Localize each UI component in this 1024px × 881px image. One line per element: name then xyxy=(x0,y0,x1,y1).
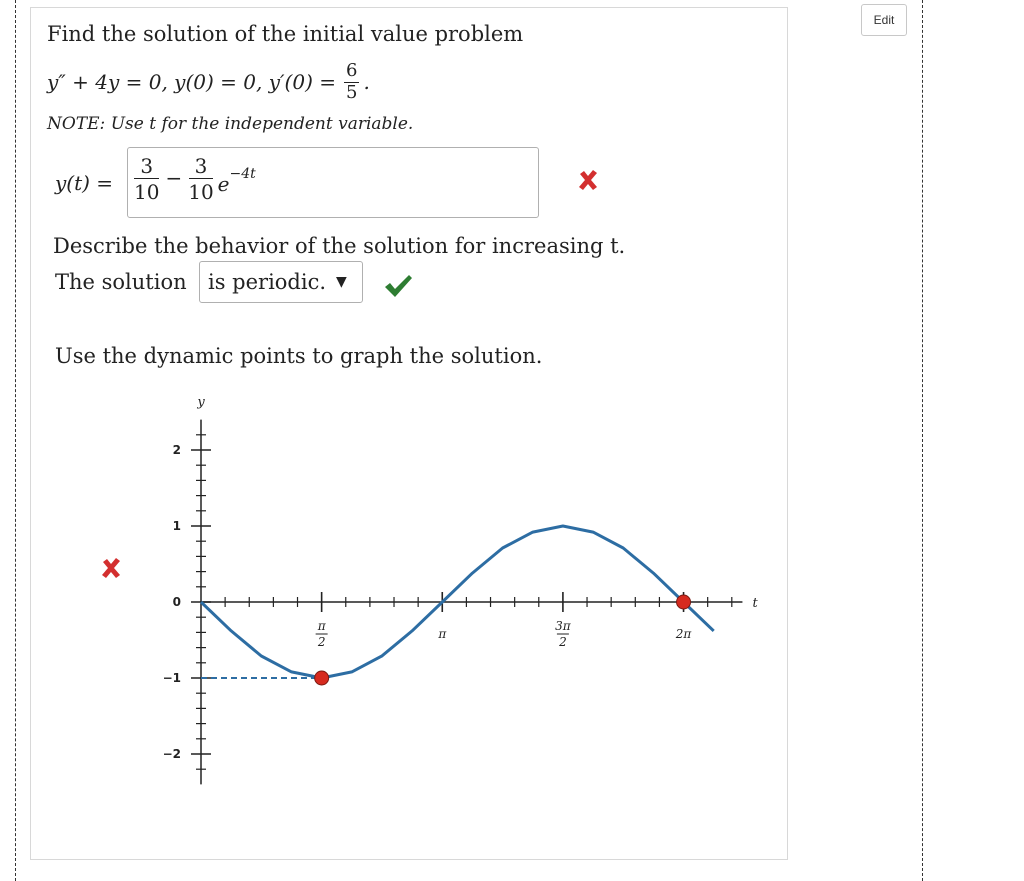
left-dashed-border xyxy=(15,0,16,881)
correct-icon xyxy=(383,273,413,303)
dynamic-point[interactable] xyxy=(677,595,691,609)
x-tick-label-den: 2 xyxy=(559,635,567,649)
x-tick-label: 2π xyxy=(675,627,692,641)
x-tick-label-num: 3π xyxy=(555,619,571,633)
term1-numerator: 3 xyxy=(134,154,159,179)
exp-base: e xyxy=(217,172,230,196)
answer-expression xyxy=(134,154,256,205)
behavior-selected-value: is periodic. xyxy=(208,270,327,294)
solution-graph[interactable] xyxy=(156,388,756,812)
ode-end: . xyxy=(363,69,370,94)
graph-canvas[interactable] xyxy=(156,388,756,808)
x-tick-label-num: π xyxy=(317,619,326,633)
dynamic-point[interactable] xyxy=(315,671,329,685)
answer-term2 xyxy=(188,154,213,205)
ode-fraction xyxy=(344,60,359,103)
y-tick-label: 0 xyxy=(172,595,181,609)
solution-label: The solution xyxy=(55,270,187,294)
answer-operator: − xyxy=(165,166,183,190)
right-dashed-border xyxy=(922,0,923,881)
ode-equation xyxy=(47,60,370,103)
edit-button[interactable]: Edit xyxy=(861,4,907,36)
graph-incorrect-icon xyxy=(99,556,123,584)
exp-power: −4t xyxy=(229,166,256,182)
x-tick-label: π xyxy=(438,627,447,641)
behavior-prompt: Describe the behavior of the solution for increasing t. xyxy=(53,234,626,258)
ode-fraction-denominator: 5 xyxy=(346,82,358,103)
term1-denominator: 10 xyxy=(134,180,160,204)
y-axis-label: y xyxy=(197,395,205,410)
x-axis-label: t xyxy=(752,596,758,611)
y-tick-label: 2 xyxy=(172,443,181,457)
answer-input[interactable] xyxy=(127,147,539,218)
y-tick-label: −1 xyxy=(162,671,181,685)
term2-denominator: 10 xyxy=(188,180,214,204)
answer-label: y(t) = xyxy=(55,171,114,195)
y-tick-label: −2 xyxy=(162,747,181,761)
incorrect-icon xyxy=(576,168,600,196)
note-text: NOTE: Use t for the independent variable. xyxy=(47,114,414,134)
ode-fraction-numerator: 6 xyxy=(346,60,358,81)
question-title: Find the solution of the initial value problem xyxy=(47,22,524,46)
behavior-select[interactable] xyxy=(199,261,363,303)
term2-numerator: 3 xyxy=(189,154,214,179)
ode-text: y″ + 4y = 0, y(0) = 0, y′(0) = xyxy=(47,69,337,94)
answer-term1 xyxy=(134,154,159,205)
question-panel xyxy=(30,7,788,860)
x-tick-label-den: 2 xyxy=(317,635,326,649)
y-tick-label: 1 xyxy=(172,519,181,533)
graph-prompt: Use the dynamic points to graph the solution. xyxy=(55,344,543,368)
chevron-down-icon: ▼ xyxy=(336,274,347,290)
